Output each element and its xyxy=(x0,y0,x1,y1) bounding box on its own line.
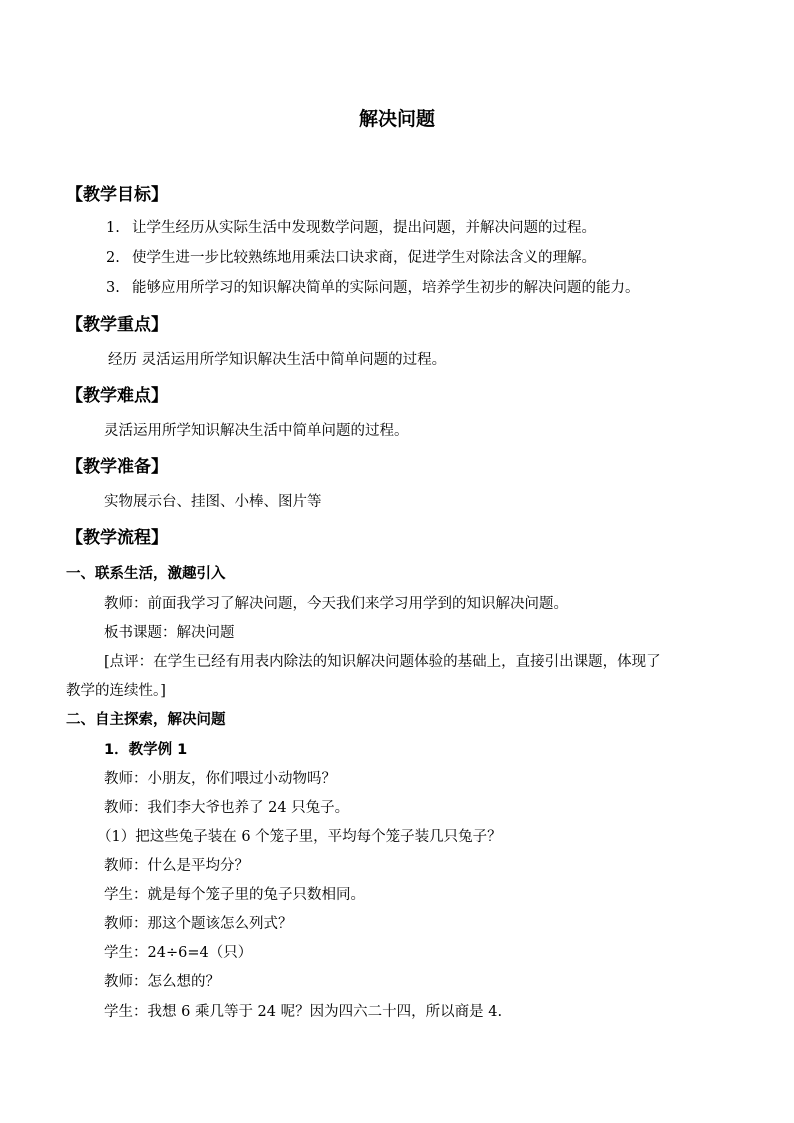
section-1-line: 板书课题：解决问题 xyxy=(104,625,235,641)
keypoints-heading: 【教学重点】 xyxy=(66,315,168,335)
keypoints-text: 经历 灵活运用所学知识解决生活中简单问题的过程。 xyxy=(108,352,447,368)
document-title: 解决问题 xyxy=(358,108,435,130)
section-2-line: 学生：24÷6=4（只） xyxy=(104,945,253,961)
difficulties-heading: 【教学难点】 xyxy=(66,386,168,406)
goal-item-3 xyxy=(106,278,640,298)
section-2-line: 教师：怎么想的？ xyxy=(104,974,220,990)
difficulties-text: 灵活运用所学知识解决生活中简单问题的过程。 xyxy=(104,423,409,439)
goal-item-number: 3. xyxy=(106,280,120,296)
section-2-line: 教师：我们李大爷也养了 24 只兔子。 xyxy=(104,800,350,816)
section-1-title: 一、联系生活，激趣引入 xyxy=(66,566,226,582)
section-1-comment: [点评：在学生已经有用表内除法的知识解决问题体验的基础上，直接引出课题，体现了 xyxy=(104,654,661,670)
goal-item-text: 使学生进一步比较熟练地用乘法口诀求商，促进学生对除法含义的理解。 xyxy=(132,250,596,266)
goal-item-text: 让学生经历从实际生活中发现数学问题，提出问题，并解决问题的过程。 xyxy=(132,220,596,236)
goal-item-number: 2. xyxy=(106,250,120,266)
section-2-line: 学生：我想 6 乘几等于 24 呢？因为四六二十四，所以商是 4. xyxy=(104,1004,503,1020)
section-1-comment-cont: 教学的连续性。] xyxy=(66,683,166,699)
goals-heading: 【教学目标】 xyxy=(66,185,168,205)
section-2-line: （1）把这些兔子装在 6 个笼子里，平均每个笼子装几只兔子？ xyxy=(97,829,502,845)
preparation-text: 实物展示台、挂图、小棒、图片等 xyxy=(104,494,322,510)
section-2-line: 教师：小朋友，你们喂过小动物吗？ xyxy=(104,771,336,787)
preparation-heading: 【教学准备】 xyxy=(66,457,168,477)
section-2-line: 学生：就是每个笼子里的兔子只数相同。 xyxy=(104,887,365,903)
section-2-line: 教师：那这个题该怎么列式？ xyxy=(104,916,293,932)
section-2-subtitle: 1．教学例 1 xyxy=(104,742,188,758)
process-heading: 【教学流程】 xyxy=(66,528,168,548)
section-2-line: 教师：什么是平均分？ xyxy=(104,858,249,874)
section-2-title: 二、自主探索，解决问题 xyxy=(66,712,226,728)
goal-item-2 xyxy=(106,248,596,268)
section-1-line: 教师：前面我学习了解决问题，今天我们来学习用学到的知识解决问题。 xyxy=(104,596,568,612)
goal-item-number: 1. xyxy=(106,220,120,236)
goal-item-1 xyxy=(106,218,596,238)
goal-item-text: 能够应用所学习的知识解决简单的实际问题，培养学生初步的解决问题的能力。 xyxy=(132,280,640,296)
